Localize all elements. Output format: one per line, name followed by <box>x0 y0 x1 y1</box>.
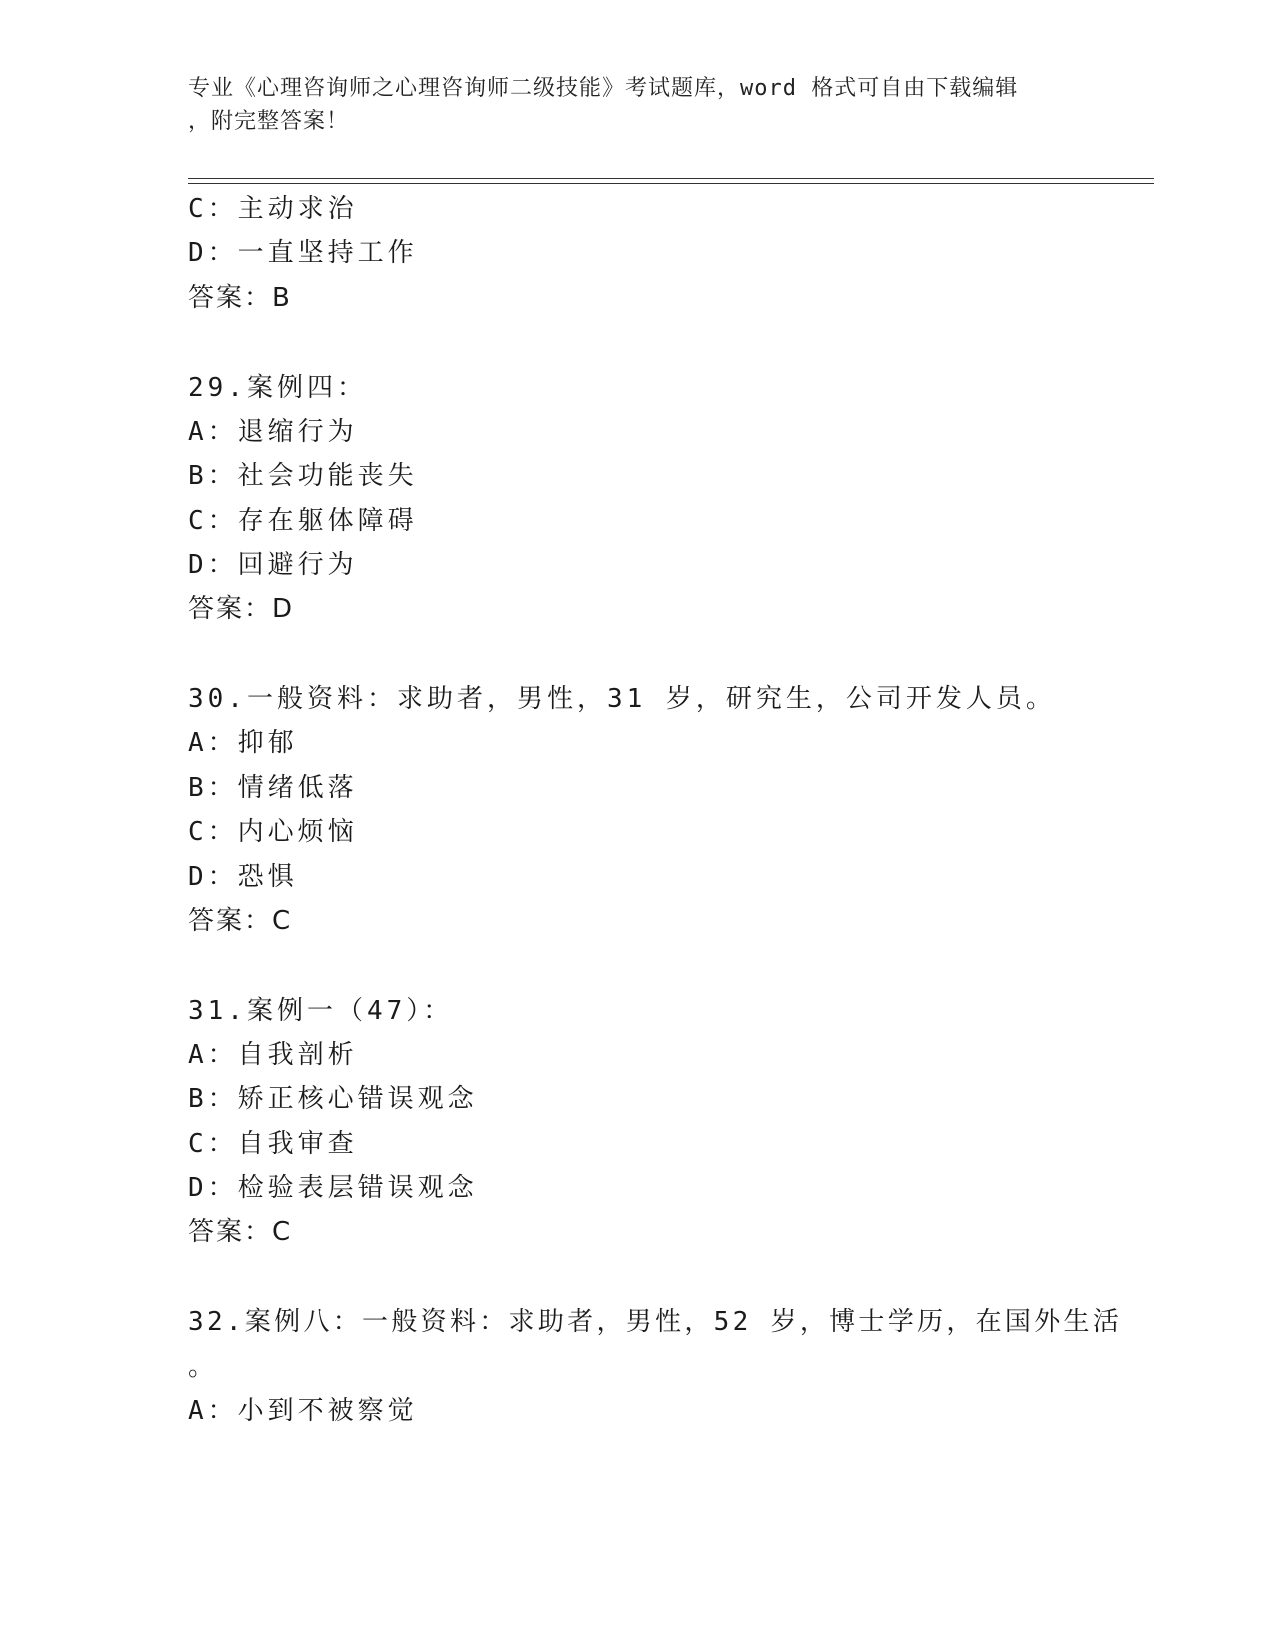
option-d: D：回避行为 <box>188 550 358 580</box>
answer-text: 答案：D <box>188 594 295 624</box>
header-line-2: ，附完整答案！ <box>188 109 350 134</box>
option-a: A：抑郁 <box>188 728 298 758</box>
header-line-1: 专业《心理咨询师之心理咨询师二级技能》考试题库，word 格式可自由下载编辑 <box>188 76 1019 101</box>
option-c: C：自我审查 <box>188 1129 358 1159</box>
question-title: 31.案例一（47）： <box>188 996 454 1026</box>
header-divider-top <box>188 178 1154 179</box>
option-d: D：一直坚持工作 <box>188 238 418 268</box>
option-b: B：情绪低落 <box>188 773 358 803</box>
page-header <box>188 72 1068 138</box>
answer-text: 答案：C <box>188 1217 293 1247</box>
answer-text: 答案：C <box>188 906 293 936</box>
question-title-continuation: 。 <box>188 1352 215 1382</box>
option-b: B：矫正核心错误观念 <box>188 1084 478 1114</box>
question-title: 32.案例八：一般资料：求助者，男性，52 岁，博士学历，在国外生活 <box>188 1307 1123 1337</box>
question-title: 30.一般资料：求助者，男性，31 岁，研究生，公司开发人员。 <box>188 684 1056 714</box>
option-c: C：主动求治 <box>188 194 358 224</box>
option-d: D：检验表层错误观念 <box>188 1173 478 1203</box>
header-divider-bottom <box>188 183 1154 184</box>
option-a: A：退缩行为 <box>188 417 358 447</box>
option-a: A：小到不被察觉 <box>188 1396 418 1426</box>
option-b: B：社会功能丧失 <box>188 461 418 491</box>
option-d: D：恐惧 <box>188 862 298 892</box>
answer-text: 答案：B <box>188 283 292 313</box>
option-c: C：存在躯体障碍 <box>188 506 418 536</box>
option-a: A：自我剖析 <box>188 1040 358 1070</box>
question-title: 29.案例四： <box>188 373 367 403</box>
option-c: C：内心烦恼 <box>188 817 358 847</box>
